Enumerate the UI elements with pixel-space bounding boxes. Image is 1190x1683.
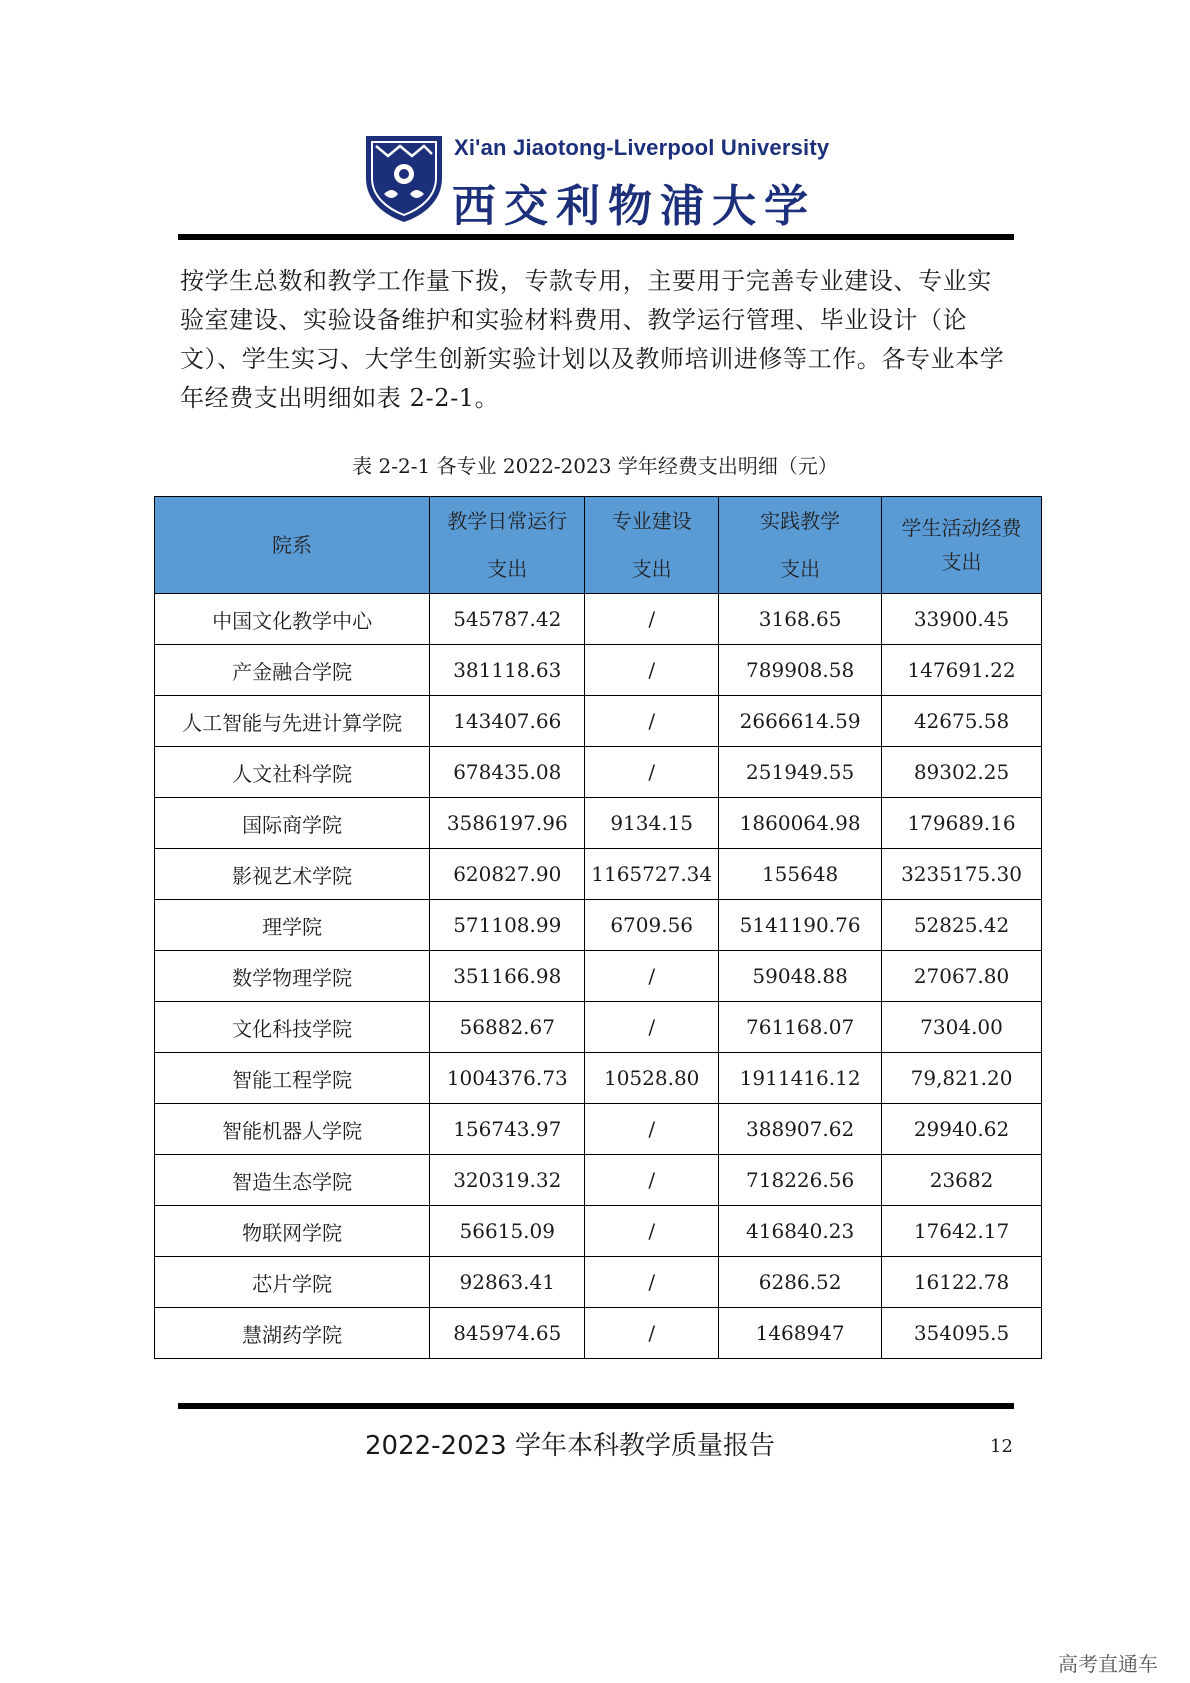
table-cell: 5141190.76 — [719, 900, 882, 951]
table-header-row — [155, 497, 1042, 594]
table-cell: 251949.55 — [719, 747, 882, 798]
table-cell: 789908.58 — [719, 645, 882, 696]
table-cell: / — [585, 1002, 719, 1053]
table-cell: 320319.32 — [430, 1155, 585, 1206]
table-cell: 1911416.12 — [719, 1053, 882, 1104]
table-row — [155, 1104, 1042, 1155]
table-cell: 571108.99 — [430, 900, 585, 951]
table-cell: 29940.62 — [882, 1104, 1042, 1155]
table-cell: 1165727.34 — [585, 849, 719, 900]
table-cell: 179689.16 — [882, 798, 1042, 849]
table-cell: 52825.42 — [882, 900, 1042, 951]
table-cell: / — [585, 951, 719, 1002]
table-cell: / — [585, 747, 719, 798]
table-cell: 678435.08 — [430, 747, 585, 798]
table-cell: / — [585, 1308, 719, 1359]
table-row — [155, 798, 1042, 849]
table-cell: 33900.45 — [882, 594, 1042, 645]
header-major-construction: 专业建设 支出 — [585, 497, 719, 594]
table-row — [155, 696, 1042, 747]
table-cell: 6286.52 — [719, 1257, 882, 1308]
table-cell: 3235175.30 — [882, 849, 1042, 900]
table-cell: 17642.17 — [882, 1206, 1042, 1257]
table-cell: / — [585, 594, 719, 645]
table-cell: 中国文化教学中心 — [155, 594, 430, 645]
table-cell: 1004376.73 — [430, 1053, 585, 1104]
table-cell: 物联网学院 — [155, 1206, 430, 1257]
table-cell: 智造生态学院 — [155, 1155, 430, 1206]
table-cell: 2666614.59 — [719, 696, 882, 747]
header-daily-operation: 教学日常运行 支出 — [430, 497, 585, 594]
table-row — [155, 645, 1042, 696]
table-cell: 354095.5 — [882, 1308, 1042, 1359]
body-paragraph: 按学生总数和教学工作量下拨，专款专用，主要用于完善专业建设、专业实验室建设、实验设备维护和实验材料费用、教学运行管理、毕业设计（论文）、学生实习、大学生创新实验计划以及教师培训进修等工作。各专业本学年经费支出明细如表 2-2-1。 — [180, 267, 1005, 412]
university-logo — [362, 132, 832, 232]
table-cell: 79,821.20 — [882, 1053, 1042, 1104]
table-cell: / — [585, 645, 719, 696]
university-name-en: Xi'an Jiaotong-Liverpool University — [454, 135, 830, 160]
table-cell: 56615.09 — [430, 1206, 585, 1257]
table-cell: 351166.98 — [430, 951, 585, 1002]
table-cell: 1860064.98 — [719, 798, 882, 849]
table-row — [155, 1206, 1042, 1257]
table-cell: 6709.56 — [585, 900, 719, 951]
university-shield-icon — [362, 132, 446, 224]
header-student-activity: 学生活动经费 支出 — [882, 497, 1042, 594]
table-cell: 慧湖药学院 — [155, 1308, 430, 1359]
table-row — [155, 900, 1042, 951]
table-row — [155, 594, 1042, 645]
table-cell: 智能机器人学院 — [155, 1104, 430, 1155]
table-cell: / — [585, 696, 719, 747]
page-number: 12 — [990, 1436, 1013, 1457]
table-row — [155, 1053, 1042, 1104]
table-cell: 56882.67 — [430, 1002, 585, 1053]
expense-table — [154, 496, 1042, 1359]
table-cell: 理学院 — [155, 900, 430, 951]
table-cell: 42675.58 — [882, 696, 1042, 747]
university-name-cn: 西交利物浦大学 — [452, 181, 816, 232]
header-department: 院系 — [155, 497, 430, 594]
table-cell: 23682 — [882, 1155, 1042, 1206]
table-row — [155, 951, 1042, 1002]
table-cell: 16122.78 — [882, 1257, 1042, 1308]
table-cell: 143407.66 — [430, 696, 585, 747]
table-row — [155, 747, 1042, 798]
footer-title: 2022-2023 学年本科教学质量报告 — [365, 1431, 775, 1461]
footer-rule — [178, 1403, 1014, 1409]
table-cell: 761168.07 — [719, 1002, 882, 1053]
watermark: 高考直通车 — [1058, 1652, 1158, 1676]
table-cell: 国际商学院 — [155, 798, 430, 849]
table-cell: 156743.97 — [430, 1104, 585, 1155]
table-cell: 92863.41 — [430, 1257, 585, 1308]
table-cell: 芯片学院 — [155, 1257, 430, 1308]
table-cell: / — [585, 1155, 719, 1206]
table-cell: 7304.00 — [882, 1002, 1042, 1053]
table-cell: 89302.25 — [882, 747, 1042, 798]
table-cell: 381118.63 — [430, 645, 585, 696]
table-cell: / — [585, 1206, 719, 1257]
table-cell: 155648 — [719, 849, 882, 900]
table-row — [155, 849, 1042, 900]
table-cell: 文化科技学院 — [155, 1002, 430, 1053]
table-cell: 59048.88 — [719, 951, 882, 1002]
table-cell: 416840.23 — [719, 1206, 882, 1257]
header-practice-teaching: 实践教学 支出 — [719, 497, 882, 594]
table-cell: 3586197.96 — [430, 798, 585, 849]
table-row — [155, 1155, 1042, 1206]
table-row — [155, 1308, 1042, 1359]
table-cell: 3168.65 — [719, 594, 882, 645]
header-rule — [178, 234, 1014, 240]
table-caption: 表 2-2-1 各专业 2022-2023 学年经费支出明细（元） — [352, 454, 838, 478]
table-cell: 10528.80 — [585, 1053, 719, 1104]
table-cell: 545787.42 — [430, 594, 585, 645]
table-row — [155, 1257, 1042, 1308]
table-cell: 27067.80 — [882, 951, 1042, 1002]
table-cell: 人工智能与先进计算学院 — [155, 696, 430, 747]
table-row — [155, 1002, 1042, 1053]
table-cell: / — [585, 1257, 719, 1308]
table-cell: 147691.22 — [882, 645, 1042, 696]
table-cell: 1468947 — [719, 1308, 882, 1359]
table-cell: 智能工程学院 — [155, 1053, 430, 1104]
table-cell: / — [585, 1104, 719, 1155]
table-cell: 9134.15 — [585, 798, 719, 849]
table-cell: 人文社科学院 — [155, 747, 430, 798]
table-cell: 产金融合学院 — [155, 645, 430, 696]
table-cell: 620827.90 — [430, 849, 585, 900]
table-cell: 845974.65 — [430, 1308, 585, 1359]
table-cell: 718226.56 — [719, 1155, 882, 1206]
table-cell: 388907.62 — [719, 1104, 882, 1155]
table-cell: 影视艺术学院 — [155, 849, 430, 900]
table-cell: 数学物理学院 — [155, 951, 430, 1002]
